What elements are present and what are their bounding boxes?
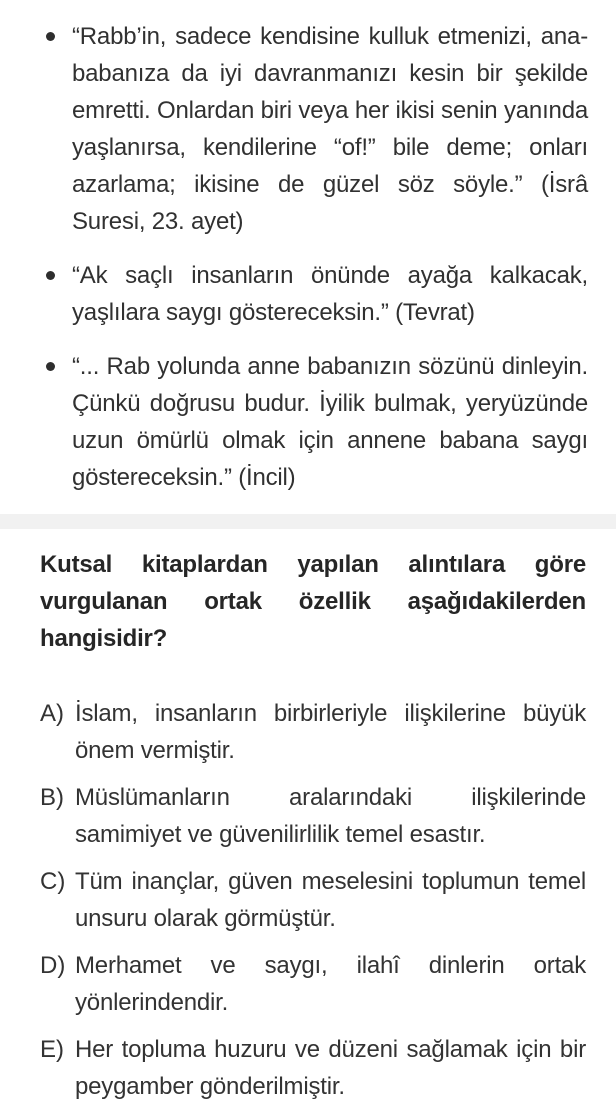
option-c[interactable] [40,863,586,937]
option-b-letter: B) [40,784,64,811]
option-e-text: Her topluma huzuru ve düzeni sağlamak için bir peygamber gönderilmiştir. [75,1036,586,1100]
option-c-text: Tüm inançlar, güven meselesini toplumun temel unsuru olarak görmüştür. [75,868,586,932]
option-e[interactable] [40,1031,586,1105]
option-c-letter: C) [40,868,66,895]
options-list [0,695,616,1105]
option-d-letter: D) [40,952,66,979]
quote-item-incil [46,348,588,496]
option-a-letter: A) [40,700,64,727]
quote-text-incil: “... Rab yolunda anne babanızın sözünü dinleyin. Çünkü doğrusu budur. İyilik bulmak, yeryüzünde uzun ömürlü olmak için annene babana saygı göstereceksin.” (İncil) [72,353,588,491]
option-b[interactable] [40,779,586,853]
option-a[interactable] [40,695,586,769]
quote-item-tevrat [46,257,588,331]
option-d-text: Merhamet ve saygı, ilahî dinlerin ortak yönlerindendir. [75,952,586,1016]
section-divider [0,514,616,529]
option-a-text: İslam, insanların birbirleriyle ilişkilerine büyük önem vermiştir. [75,700,586,764]
bullet-icon [46,32,55,41]
quote-item-isra [46,18,588,240]
quote-text-tevrat: “Ak saçlı insanların önünde ayağa kalkacak, yaşlılara saygı göstereceksin.” (Tevrat) [72,262,588,326]
option-b-text: Müslümanların aralarındaki ilişkilerinde samimiyet ve güvenilirlilik temel esastır. [75,784,586,848]
question-stem: Kutsal kitaplardan yapılan alıntılara göre vurgulanan ortak özellik aşağıdakilerden hangisidir? [40,551,586,652]
option-d[interactable] [40,947,586,1021]
bullet-icon [46,271,55,280]
bullet-icon [46,362,55,371]
quote-text-isra: “Rabb’in, sadece kendisine kulluk etmenizi, ana-babanıza da iyi davranmanızı kesin bir şekilde emretti. Onlardan biri veya her ikisi senin yanında yaşlanırsa, kendilerine “of!” bile deme; onları azarlama; ikisine de güzel söz söyle.” (İsrâ Suresi, 23. ayet) [72,23,588,235]
quote-list [0,0,616,496]
option-e-letter: E) [40,1036,64,1063]
